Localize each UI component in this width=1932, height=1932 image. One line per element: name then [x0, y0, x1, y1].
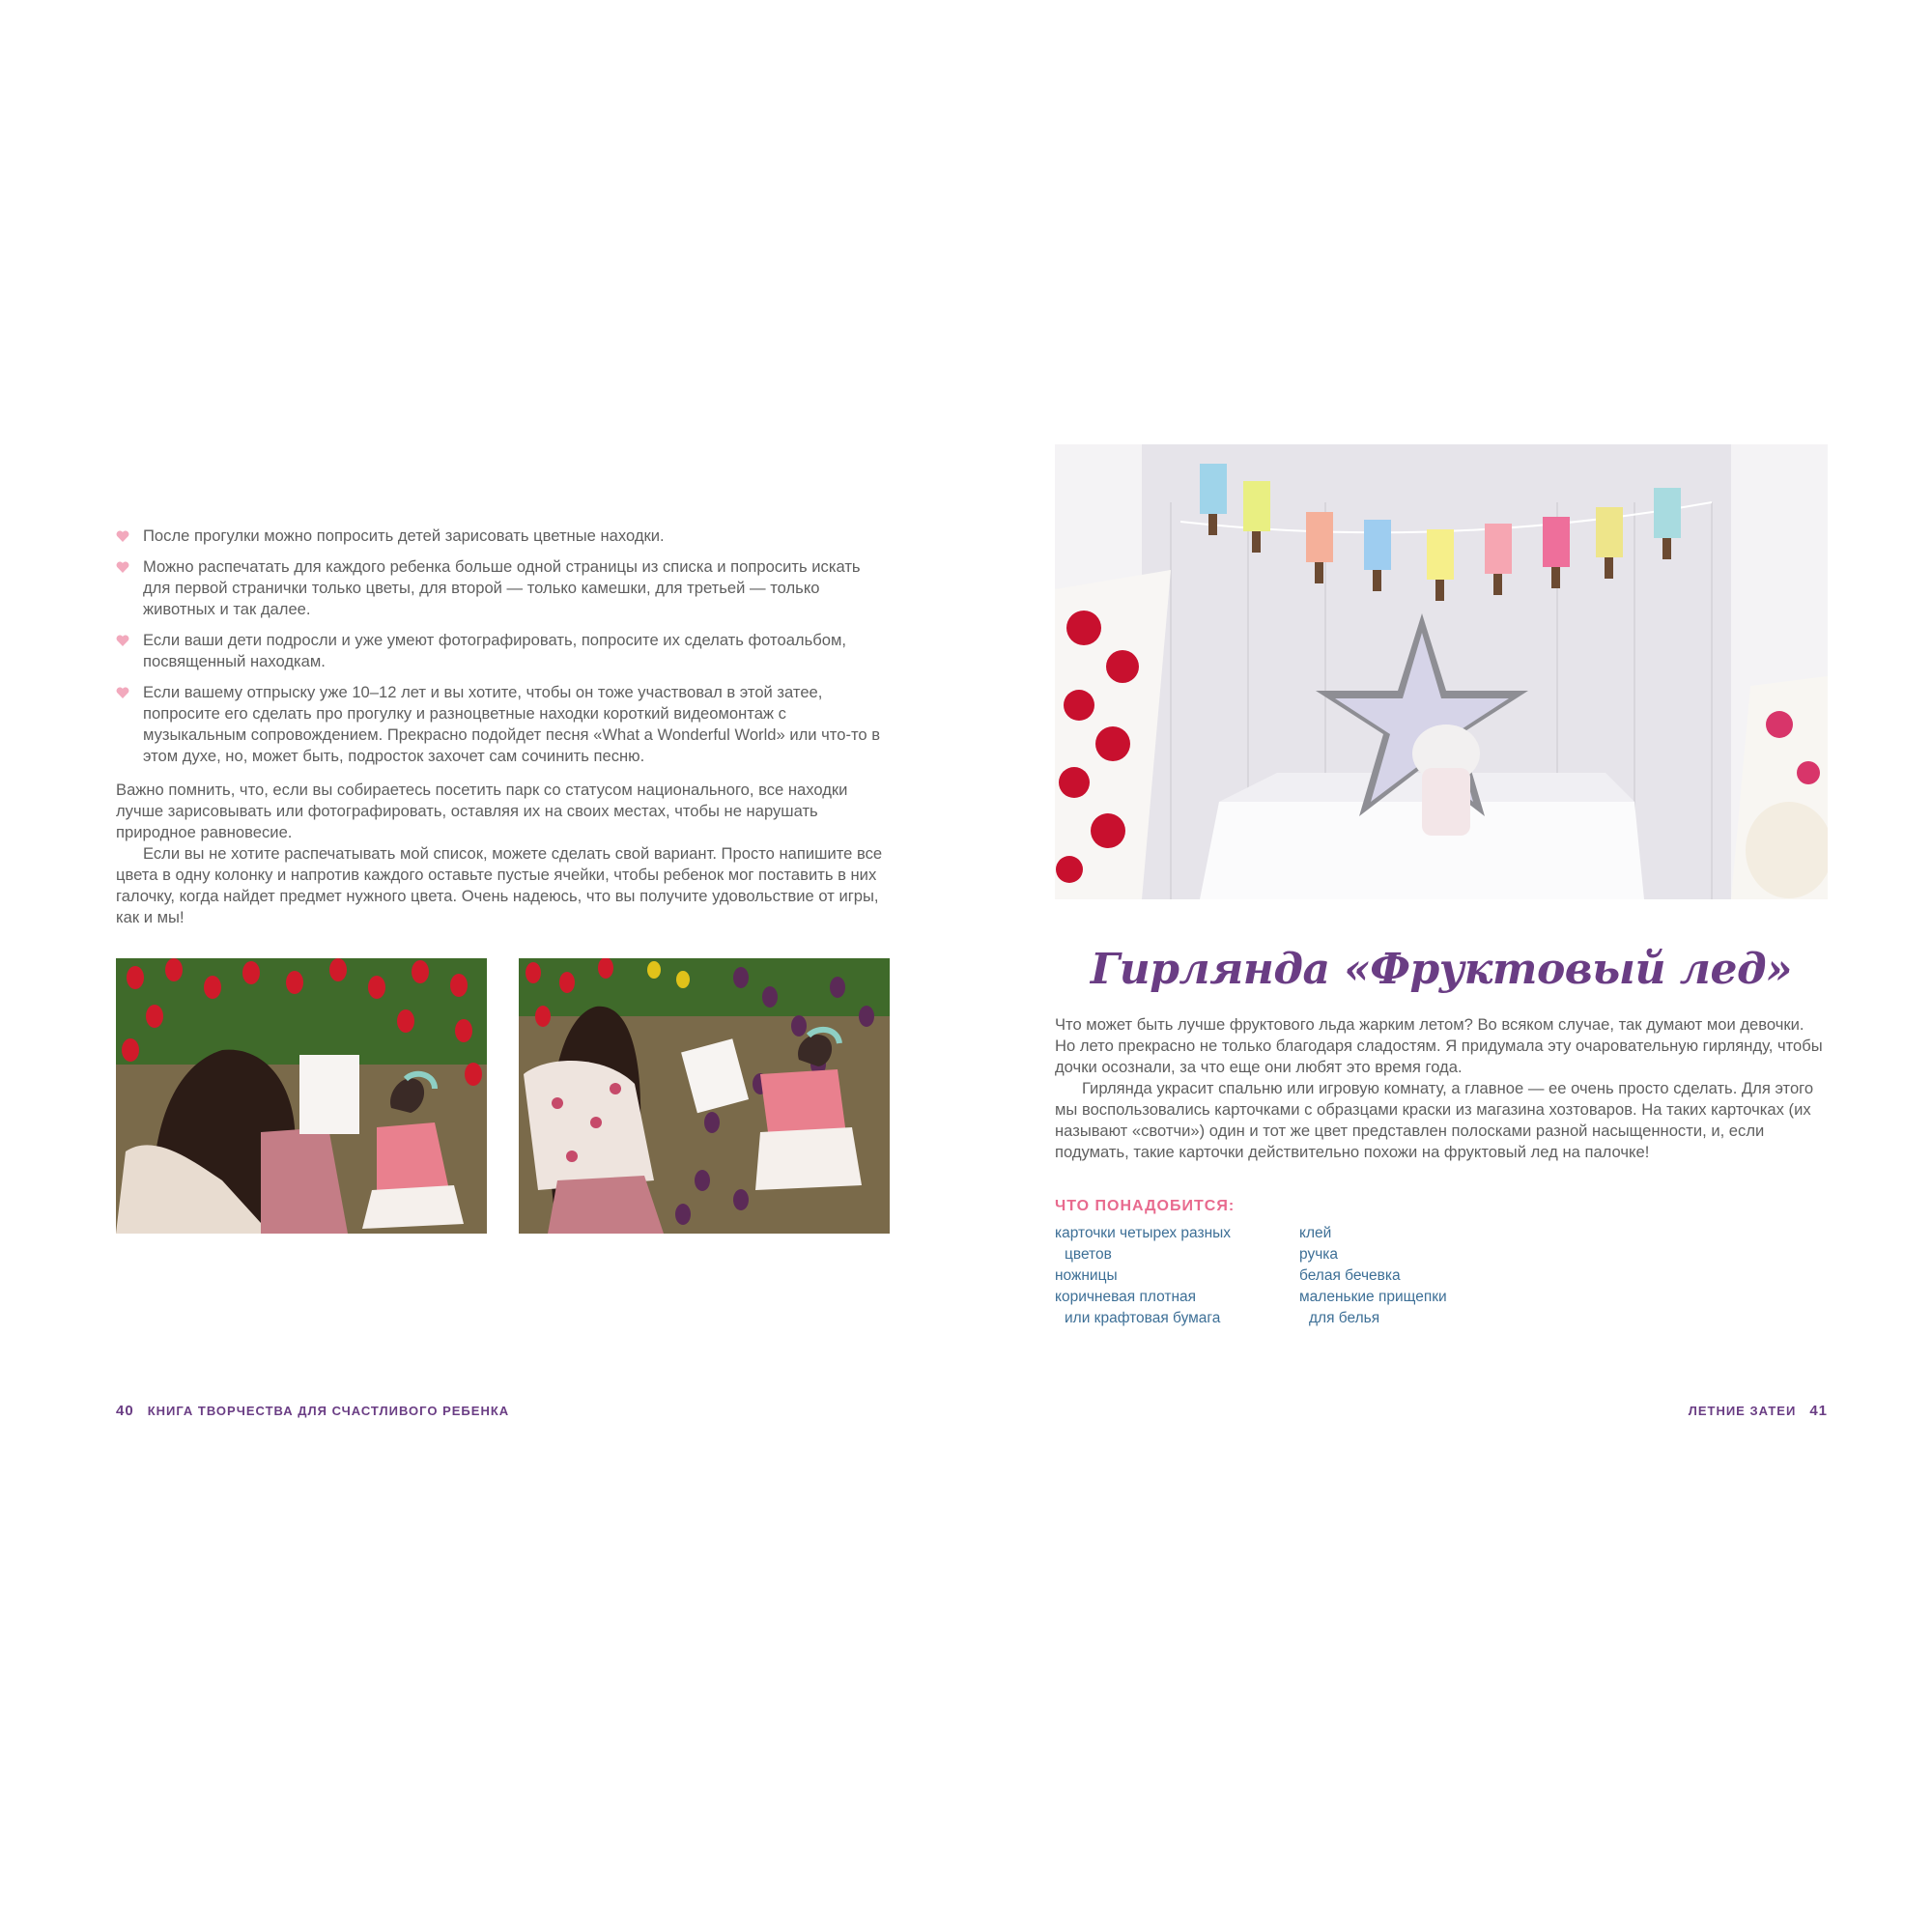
- list-item: [116, 630, 889, 672]
- footer-left: [116, 1403, 509, 1419]
- photo-tulip-field-2: [519, 958, 890, 1234]
- material-item: белая бечевка: [1299, 1267, 1401, 1284]
- page-number: 41: [1809, 1403, 1828, 1419]
- material-item: коричневая плотная: [1055, 1289, 1197, 1305]
- material-item: клей: [1299, 1225, 1332, 1241]
- paragraph: Если вы не хотите распечатывать мой список, можете сделать свой вариант. Просто напишите все цвета в одну колонку и напротив каждого оставьте пустые ячейки, чтобы ребенок мог поставить в них галочку, когда найдет предмет нужного цвета. Очень надеюсь, что вы получите удовольствие от игры, как и мы!: [116, 844, 883, 926]
- material-item: ножницы: [1055, 1267, 1118, 1284]
- footer-right: [1689, 1403, 1828, 1419]
- material-item-continuation: цветов: [1065, 1246, 1112, 1263]
- material-item-continuation: для белья: [1309, 1310, 1380, 1326]
- running-title: ЛЕТНИЕ ЗАТЕИ: [1688, 1404, 1797, 1418]
- page-number: 40: [116, 1403, 134, 1419]
- material-item-continuation: или крафтовая бумага: [1065, 1310, 1221, 1326]
- heart-icon: [116, 561, 129, 573]
- heart-icon: [116, 635, 129, 646]
- right-body-text: [1055, 1014, 1828, 1163]
- materials-column-1: [1055, 1223, 1231, 1329]
- heart-icon: [116, 530, 129, 542]
- tip-text: Если ваши дети подросли и уже умеют фотографировать, попросите их сделать фотоальбом, посвященный находкам.: [143, 631, 847, 670]
- left-body-text: [116, 780, 889, 928]
- photo-popsicle-garland: [1055, 444, 1828, 899]
- list-item: [116, 526, 889, 547]
- material-item: карточки четырех разных: [1055, 1225, 1232, 1241]
- material-item: маленькие прищепки: [1299, 1289, 1447, 1305]
- list-item: [116, 682, 889, 767]
- paragraph: Гирлянда украсит спальню или игровую комнату, а главное — ее очень просто сделать. Для этого мы воспользовались карточками с образцами краски из магазина хозтоваров. На таких карточках (их называют «свотчи») один и тот же цвет представлен полосками разной насыщенности, и, если подумать, такие карточки действительно похожи на фруктовый лед на палочке!: [1055, 1079, 1814, 1161]
- running-title: КНИГА ТВОРЧЕСТВА ДЛЯ СЧАСТЛИВОГО РЕБЕНКА: [147, 1404, 510, 1418]
- list-item: [116, 556, 889, 620]
- material-item: ручка: [1299, 1246, 1339, 1263]
- section-title: Гирлянда «Фруктовый лед»: [1090, 945, 1793, 994]
- tip-text: Можно распечатать для каждого ребенка больше одной страницы из списка и попросить искать для первой странички только цветы, для второй — только камешки, для третьей — только животных и так далее.: [143, 557, 861, 618]
- materials-column-2: [1299, 1223, 1447, 1329]
- tip-text: Если вашему отпрыску уже 10–12 лет и вы хотите, чтобы он тоже участвовал в этой затее, попросите его сделать про прогулку и разноцветные находки короткий видеомонтаж с музыкальным сопровождением. Прекрасно подойдет песня «What a Wonderful World» или что-то в этом духе, но, может быть, подросток захочет сам сочинить песню.: [143, 683, 881, 765]
- paragraph: Что может быть лучше фруктового льда жарким летом? Во всяком случае, так думают мои девочки. Но лето прекрасно не только благодаря сладостям. Я придумала эту очаровательную гирлянду, чтобы дочки осознали, за что еще они любят это время года.: [1055, 1015, 1823, 1076]
- materials-heading: ЧТО ПОНАДОБИТСЯ:: [1055, 1198, 1236, 1214]
- paragraph: Важно помнить, что, если вы собираетесь посетить парк со статусом национального, все находки лучше зарисовывать или фотографировать, оставляя их на своих местах, чтобы не нарушать природное равновесие.: [116, 781, 848, 841]
- heart-icon: [116, 687, 129, 698]
- photo-tulip-field-1: [116, 958, 487, 1234]
- tips-list: [116, 526, 889, 777]
- tip-text: После прогулки можно попросить детей зарисовать цветные находки.: [143, 526, 665, 545]
